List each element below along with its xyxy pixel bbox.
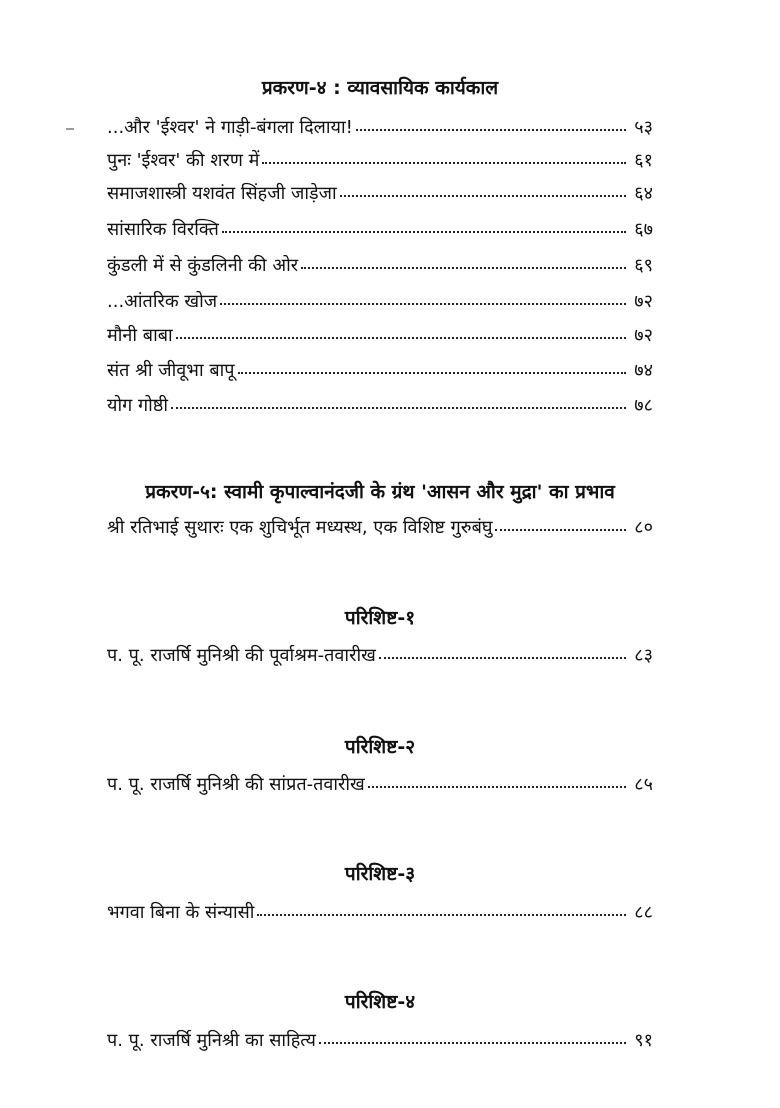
toc-entry[interactable] [107, 1028, 653, 1054]
entry-title: सांसारिक विरक्ति [107, 219, 219, 240]
section-heading-appendix-3: परिशिष्ट-३ [344, 863, 416, 885]
toc-entry[interactable] [107, 515, 653, 541]
entry-title: मौनी बाबा [107, 325, 173, 346]
dot-leader [319, 1028, 626, 1046]
entry-title: पुनः 'ईश्वर' की शरण में [107, 150, 260, 171]
dot-leader [257, 900, 626, 918]
entry-title: प. पू. राजर्षि मुनिश्री की सांप्रत-तवारीख [107, 774, 365, 795]
section-heading-appendix-2: परिशिष्ट-२ [344, 736, 416, 758]
section-heading-chapter-4: प्रकरण-४ : व्यावसायिक कार्यकाल [261, 77, 499, 99]
dot-leader [220, 289, 626, 307]
entry-page-number: ५३ [634, 117, 653, 138]
dot-leader [238, 358, 626, 376]
entry-page-number: ८८ [634, 902, 653, 923]
entry-page-number: ६४ [634, 183, 653, 204]
entry-title: योग गोष्ठी [107, 395, 169, 416]
margin-mark [66, 128, 74, 130]
dot-leader [368, 772, 626, 790]
section-heading-appendix-4: परिशिष्ट-४ [344, 991, 416, 1013]
entry-title: संत श्री जीवूभा बापू [107, 360, 235, 381]
toc-entry[interactable] [107, 643, 653, 669]
entry-title: प. पू. राजर्षि मुनिश्री की पूर्वाश्रम-तवारीख [107, 645, 376, 666]
dot-leader [222, 217, 626, 235]
toc-entry[interactable] [107, 253, 653, 279]
entry-page-number: ६७ [634, 219, 653, 240]
dot-leader [495, 515, 626, 533]
entry-page-number: ९१ [634, 1030, 653, 1051]
entry-page-number: ६९ [634, 255, 653, 276]
dot-leader [356, 115, 626, 133]
toc-entry[interactable] [107, 323, 653, 349]
toc-entry[interactable] [107, 115, 653, 141]
toc-entry[interactable] [107, 181, 653, 207]
dot-leader [340, 181, 626, 199]
toc-entry[interactable] [107, 289, 653, 315]
entry-page-number: ७२ [634, 325, 653, 346]
toc-entry[interactable] [107, 358, 653, 384]
entry-title: ...आंतरिक खोज [107, 291, 218, 312]
entry-page-number: ७४ [634, 360, 653, 381]
entry-page-number: ८० [634, 517, 653, 538]
entry-page-number: ८५ [634, 774, 653, 795]
entry-title: कुंडली में से कुंडलिनी की ओर [107, 255, 299, 276]
dot-leader [262, 148, 626, 166]
entry-page-number: ६१ [634, 150, 653, 171]
toc-entry[interactable] [107, 148, 653, 174]
toc-entry[interactable] [107, 217, 653, 243]
entry-title: समाजशास्त्री यशवंत सिंहजी जाड़ेजा [107, 183, 337, 204]
entry-title: भगवा बिना के संन्यासी [107, 902, 255, 923]
dot-leader [301, 253, 626, 271]
entry-page-number: ८३ [634, 645, 653, 666]
toc-entry[interactable] [107, 393, 653, 419]
section-heading-appendix-1: परिशिष्ट-१ [344, 607, 416, 629]
section-heading-chapter-5: प्रकरण-५: स्वामी कृपाल्वानंदजी के ग्रंथ 'आसन और मुद्रा' का प्रभाव [145, 481, 615, 503]
entry-title: श्री रतिभाई सुथारः एक शुचिर्भूत मध्यस्थ, एक विशिष्ट गुरुबंघु [107, 517, 493, 538]
entry-title: ...और 'ईश्वर' ने गाड़ी-बंगला दिलाया! [107, 117, 353, 138]
dot-leader [379, 643, 626, 661]
toc-entry[interactable] [107, 900, 653, 926]
entry-title: प. पू. राजर्षि मुनिश्री का साहित्य [107, 1030, 316, 1051]
entry-page-number: ७८ [634, 395, 653, 416]
entry-page-number: ७२ [634, 291, 653, 312]
toc-entry[interactable] [107, 772, 653, 798]
dot-leader [171, 393, 626, 411]
dot-leader [176, 323, 626, 341]
